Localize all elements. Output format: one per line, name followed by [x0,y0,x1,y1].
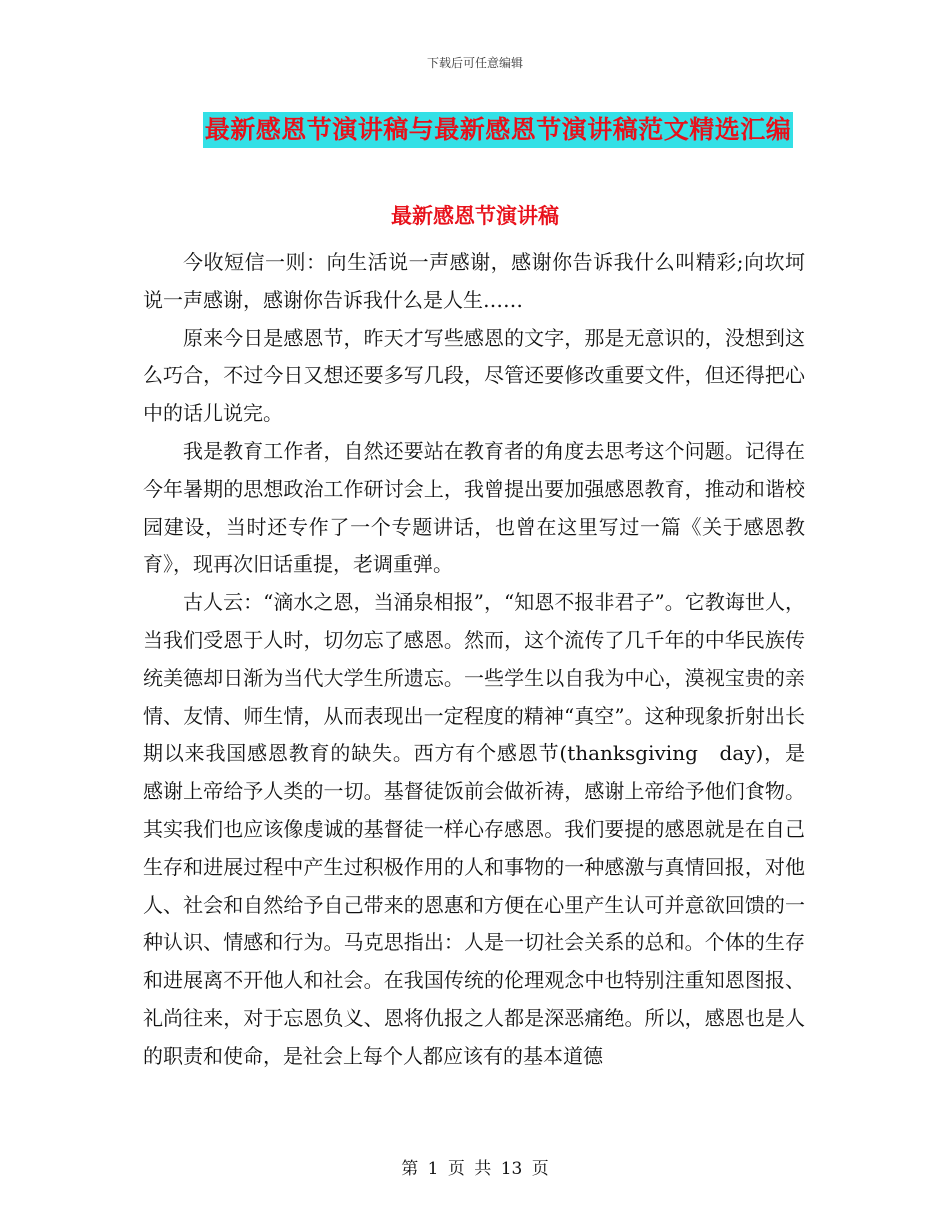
paragraph: 今收短信一则：向生活说一声感谢，感谢你告诉我什么叫精彩;向坎坷说一声感谢，感谢你告诉我什么是人生…… [143,250,805,312]
paragraph: 古人云：“滴水之恩，当涌泉相报”，“知恩不报非君子”。它教诲世人，当我们受恩于人时，切勿忘了感恩。然而，这个流传了几千年的中华民族传统美德却日渐为当代大学生所遗忘。一些学生以自我为中心，漠视宝贵的亲情、友情、师生情，从而表现出一定程度的精神“真空”。这种现象折射出长期以来我国感恩教育的缺失。西方有个感恩节(thanksgiving day)，是感谢上帝给予人类的一切。基督徒饭前会做祈祷，感谢上帝给予他们食物。其实我们也应该像虔诚的基督徒一样心存感恩。我们要提的感恩就是在自己生存和进展过程中产生过积极作用的人和事物的一种感激与真情回报，对他人、社会和自然给予自己带来的恩惠和方便在心里产生认可并意欲回馈的一种认识、情感和行为。马克思指出：人是一切社会关系的总和。个体的生存和进展离不开他人和社会。在我国传统的伦理观念中也特别注重知恩图报、礼尚往来，对于忘恩负义、恩将仇报之人都是深恶痛绝。所以，感恩也是人的职责和使命，是社会上每个人都应该有的基本道德 [143,590,805,1068]
main-title: 最新感恩节演讲稿与最新感恩节演讲稿范文精选汇编 [203,112,794,148]
header-note: 下载后可任意编辑 [426,56,523,70]
paragraph: 我是教育工作者，自然还要站在教育者的角度去思考这个问题。记得在今年暑期的思想政治工作研讨会上，我曾提出要加强感恩教育，推动和谐校园建设，当时还专作了一个专题讲话，也曾在这里写过一篇《关于感恩教育》，现再次旧话重提，老调重弹。 [143,438,805,577]
page-footer: 第 1 页 共 13 页 [401,1159,549,1179]
paragraph: 原来今日是感恩节，昨天才写些感恩的文字，那是无意识的，没想到这么巧合，不过今日又想还要多写几段，尽管还要修改重要文件，但还得把心中的话儿说完。 [143,325,805,426]
body-text [143,244,805,1076]
main-title-container [0,112,950,148]
section-title: 最新感恩节演讲稿 [391,204,559,228]
